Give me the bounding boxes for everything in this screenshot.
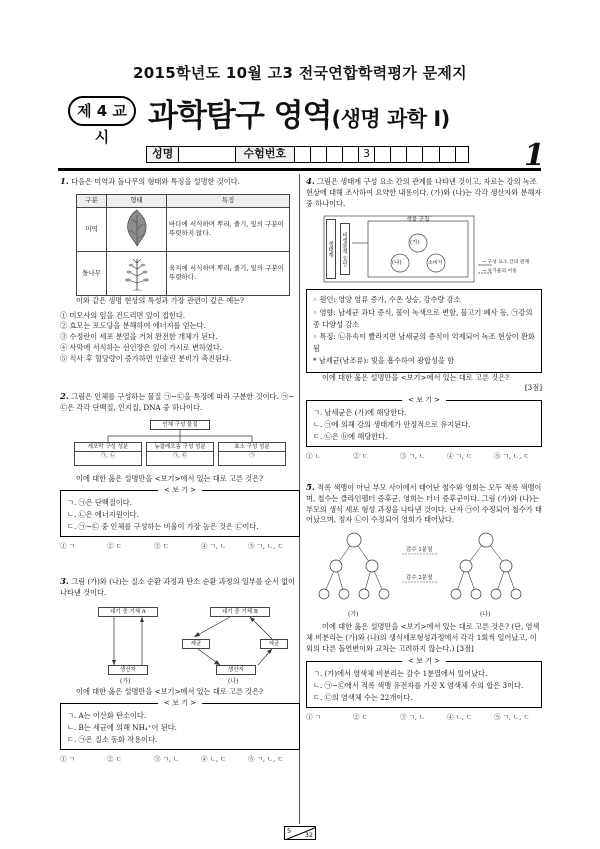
choice-2[interactable]: ② ㄷ	[353, 452, 368, 461]
bacteria-box: 세균	[182, 639, 210, 649]
choice-2[interactable]: ② ㄷ	[107, 542, 122, 551]
caption-b: (나)	[480, 611, 491, 619]
question-4	[306, 177, 542, 462]
diagram-box-label: 뉴클레오솜 구성 성분	[154, 443, 206, 450]
question-text: 적록 색맹이 아닌 부모 사이에서 태어난 철수와 영희는 모두 적록 색맹이며, 철수는 클라인펠터 증후군, 영희는 터너 증후군이다. 그림 (가)와 (나)는 부모의 생식 세포 형성 과정을 나타낸 것이다. 난자 ㉠이 수정되어 철수가 태어났으며, 정자 ㉡이 수정되어 영희가 태어났다.	[306, 483, 542, 525]
answer-choices	[306, 451, 542, 462]
choice-1[interactable]: ① ㄱ	[60, 542, 75, 551]
name-field[interactable]	[179, 147, 236, 162]
current-page: 5	[287, 827, 292, 835]
header-divider	[58, 168, 541, 171]
question-1	[60, 177, 300, 365]
bogi-title: < 보 기 >	[402, 656, 446, 666]
table-header: 특징	[167, 194, 290, 207]
producer-b-box: 생산자	[216, 665, 256, 675]
answer-choices	[60, 754, 300, 765]
choice-2[interactable]: ② ㄷ	[353, 712, 368, 721]
bogi-item: ㄱ. A는 이산화 탄소이다.	[67, 711, 147, 721]
caption-a: (가)	[120, 677, 131, 685]
question-ask: 이에 대한 옳은 설명만을 <보기>에서 있는 대로 고른 것은? (단, 염색체 비분리는 (가)와 (나)의 생식세포형성과정에서 각각 1회씩 일어났고, 이외의 다른 돌연변이와 교차는 고려하지 않는다.) [3점]	[306, 622, 540, 653]
caption-b: (나)	[228, 677, 239, 685]
bogi-item: ㄴ. ㉠∼㉢에서 적록 색맹 유전자를 가진 X 염색체 수의 합은 3이다.	[313, 680, 524, 690]
bogi-item: ㄴ. B는 세균에 의해 NH₄⁺이 된다.	[67, 723, 177, 733]
diagram-box	[146, 442, 214, 466]
student-info-row	[146, 146, 469, 163]
subject-main: 과학탐구 영역	[148, 98, 332, 134]
question-number: 1.	[60, 177, 69, 187]
diagram-box-value: ㉠	[219, 451, 285, 460]
table-header: 형태	[107, 194, 167, 207]
question-3	[60, 577, 300, 765]
node-c: 소비자	[428, 260, 443, 267]
abiotic-label: 비생물적 요인	[340, 223, 350, 275]
bogi-item: ㄴ. ㉠에 의해 강의 생태계가 안정적으로 유지된다.	[313, 420, 471, 430]
node-a: (가)	[410, 240, 420, 247]
diagram-top-box: 인체 구성 물질	[150, 420, 210, 430]
bogi-item: ㄷ. ㉡은 ⓑ에 해당한다.	[313, 432, 388, 442]
choice-5[interactable]: ⑤ ㄱ, ㄴ, ㄷ	[248, 755, 284, 764]
exam-number-cell[interactable]	[343, 147, 359, 162]
meiosis-diagram	[306, 530, 542, 622]
choice-3[interactable]: ③ ㄱ, ㄴ	[400, 712, 426, 721]
bogi-item: ㄷ. ㉢의 염색체 수는 22개이다.	[313, 692, 413, 702]
bogi-item: ㄱ. ㉠은 단백질이다.	[67, 498, 132, 508]
info-line: ◦ 영향: 남세균 과다 증식, 물이 녹색으로 변함, 물고기 폐사 등, ㉠강의 종 다양성 감소	[313, 307, 533, 329]
label-meiosis-2: 감수 2분열	[406, 575, 433, 582]
bogi-item: ㄷ. ㉠은 질소 동화 작용이다.	[67, 735, 158, 745]
choice-4[interactable]: ④ ㄱ, ㄴ	[201, 542, 227, 551]
question-ask: 이에 대한 옳은 설명만을 <보기>에서 있는 대로 고른 것은?	[76, 473, 263, 483]
bogi-item: ㄷ. ㉠∼㉢ 중 인체를 구성하는 비율이 가장 높은 것은 ㉢이다.	[67, 522, 259, 532]
subject-title	[148, 90, 450, 135]
exam-number-cell[interactable]	[440, 147, 456, 162]
answer-choices	[306, 712, 542, 723]
question-number: 2.	[60, 392, 69, 402]
bogi-title: < 보 기 >	[158, 485, 202, 495]
legend-1: → 구성 요소 간의 관계	[482, 260, 530, 266]
label-meiosis-1: 감수 1분열	[406, 547, 433, 554]
ecosystem-label: 생태계	[326, 219, 336, 279]
stonecrop-image	[107, 251, 167, 295]
question-ask: 이에 대한 옳은 설명만을 <보기>에서 있는 대로 고른 것은?	[322, 372, 509, 382]
bogi-box	[60, 699, 300, 750]
choice-5[interactable]: ⑤ ㄱ, ㄴ, ㄷ	[494, 452, 530, 461]
question-2	[60, 392, 300, 552]
exam-header	[0, 0, 600, 180]
question-ask: 이와 같은 생명 현상의 특성과 가장 관련이 깊은 예는?	[76, 295, 244, 305]
choice-3[interactable]: ③ ㄱ, ㄴ	[154, 755, 180, 764]
table-cell: 미역	[77, 207, 107, 251]
choice-4[interactable]: ④ ㄴ, ㄷ	[201, 755, 227, 764]
bogi-title: < 보 기 >	[158, 698, 202, 708]
exam-number-prefix: 3	[359, 147, 375, 162]
question-text: 다음은 미역과 돌나무의 형태와 특징을 설명한 것이다.	[71, 177, 240, 186]
bogi-box	[306, 396, 542, 447]
choice-4[interactable]: ④ ㄱ, ㄷ	[447, 452, 473, 461]
info-line: * 남세균(남조류): 빛을 흡수하여 광합성을 함	[313, 356, 455, 366]
material-diagram	[60, 418, 300, 474]
bacteria-box: 세균	[260, 639, 288, 649]
table-header: 구분	[77, 194, 107, 207]
exam-number-cell[interactable]	[423, 147, 439, 162]
option-1[interactable]: ① 미모사의 잎을 건드리면 잎이 접힌다.	[60, 310, 186, 320]
info-line: ◦ 특징: ㉡유속이 빨라지면 남세균의 증식이 억제되어 녹조 현상이 완화됨	[313, 332, 535, 354]
diagram-box	[74, 442, 142, 466]
question-number: 3.	[60, 577, 69, 587]
table-cell: 육지에 서식하며 뿌리, 줄기, 잎의 구분이 뚜렷하다.	[167, 251, 290, 295]
info-box	[306, 289, 542, 372]
exam-title: 2015학년도 10월 고3 전국연합학력평가 문제지	[133, 64, 467, 82]
cycle-diagrams	[60, 603, 300, 687]
bogi-item: ㄴ. ㉡은 에너지원이다.	[67, 510, 139, 520]
node-b: (나)	[392, 260, 402, 267]
subject-sub: (생명 과학 Ⅰ)	[331, 107, 450, 131]
total-pages: 32	[304, 831, 313, 839]
page-number: 1	[524, 138, 545, 173]
name-label: 성명	[147, 147, 179, 162]
exam-number-cell[interactable]	[456, 147, 468, 162]
score-label: [3점]	[524, 383, 542, 393]
comparison-table	[76, 194, 290, 296]
caption-a: (가)	[348, 611, 359, 619]
choice-5[interactable]: ⑤ ㄱ, ㄴ, ㄷ	[248, 542, 284, 551]
gas-a-box: 대기 중 기체 A	[98, 607, 158, 617]
choice-1[interactable]: ① ㄴ	[306, 452, 321, 461]
question-text: 그림 (가)와 (나)는 질소 순환 과정과 탄소 순환 과정의 일부를 순서 없이 나타낸 것이다.	[60, 577, 295, 597]
table-cell: 돌나무	[77, 251, 107, 295]
bogi-item: ㄱ. (가)에서 염색체 비분리는 감수 1분열에서 일어났다.	[313, 668, 488, 678]
exam-number-cell[interactable]	[375, 147, 391, 162]
choice-3[interactable]: ③ ㄱ, ㄴ	[400, 452, 426, 461]
exam-number-cell[interactable]	[295, 147, 311, 162]
diagram-box	[218, 442, 286, 466]
choice-2[interactable]: ② ㄷ	[107, 755, 122, 764]
choice-5[interactable]: ⑤ ㄱ, ㄴ, ㄷ	[494, 712, 530, 721]
ecosystem-diagram	[306, 213, 542, 285]
gas-b-box: 대기 중 기체 B	[210, 607, 270, 617]
question-ask: 이에 대한 옳은 설명만을 <보기>에서 있는 대로 고른 것은?	[76, 686, 263, 696]
exam-number-cell[interactable]	[407, 147, 423, 162]
answer-choices	[60, 541, 300, 552]
producer-a-box: 생산자	[108, 665, 148, 675]
info-line: ◦ 원인: 영양 염류 증가, 수온 상승, 강수량 감소	[313, 295, 461, 305]
question-text: 그림은 인체를 구성하는 물질 ㉠∼㉢을 특징에 따라 구분한 것이다. ㉠∼㉢은 각각 단백질, 인지질, DNA 중 하나이다.	[60, 392, 295, 412]
diagram-box-value: ㉠, ㉢	[147, 451, 213, 460]
option-2[interactable]: ② 효모는 포도당을 분해하여 에너지를 얻는다.	[60, 321, 206, 331]
option-3[interactable]: ③ 수정란이 세포 분열을 거쳐 완전한 개체가 된다.	[60, 332, 218, 342]
exam-number-label: 수험번호	[236, 147, 295, 162]
question-5	[306, 483, 542, 722]
option-4[interactable]: ④ 사막에 서식하는 선인장은 잎이 가시로 변하였다.	[60, 342, 223, 352]
exam-number-cell[interactable]	[391, 147, 407, 162]
diagram-box-label: 효소 구성 성분	[234, 443, 270, 450]
question-number: 4.	[306, 177, 315, 187]
bogi-item: ㄱ. 남세균은 (가)에 해당한다.	[313, 408, 407, 418]
seaweed-image	[107, 207, 167, 251]
bogi-box	[306, 656, 542, 708]
choice-4[interactable]: ④ ㄴ, ㄷ	[447, 712, 473, 721]
legend-2: → 유기물의 이동	[482, 269, 517, 275]
exam-number-cell[interactable]	[327, 147, 343, 162]
table-cell: 바다에 서식하며 뿌리, 줄기, 잎의 구분이 뚜렷하지 않다.	[167, 207, 290, 251]
exam-number-cell[interactable]	[311, 147, 327, 162]
choice-1[interactable]: ① ㄱ	[306, 712, 321, 721]
bogi-box	[60, 486, 300, 537]
question-number: 5.	[306, 483, 315, 493]
period-label: 제 4 교시	[68, 96, 136, 126]
choice-3[interactable]: ③ ㄷ	[154, 542, 169, 551]
page-counter	[284, 826, 316, 840]
option-5[interactable]: ⑤ 식사 후 혈당량이 증가하면 인슐린 분비가 촉진된다.	[60, 353, 232, 363]
choice-1[interactable]: ① ㄱ	[60, 755, 75, 764]
bogi-title: < 보 기 >	[402, 395, 446, 405]
diagram-box-label: 세포막 구성 성분	[87, 443, 129, 450]
question-text: 그림은 생태계 구성 요소 간의 관계를 나타낸 것이고, 자료는 강의 녹조 현상에 대해 조사하여 요약한 내용이다. (가)와 (나)는 각각 생산자와 분해자 중 하나이다.	[306, 177, 542, 208]
community-label: 생물 군집	[406, 217, 430, 224]
diagram-box-value: ㉠, ㉡	[75, 451, 141, 460]
